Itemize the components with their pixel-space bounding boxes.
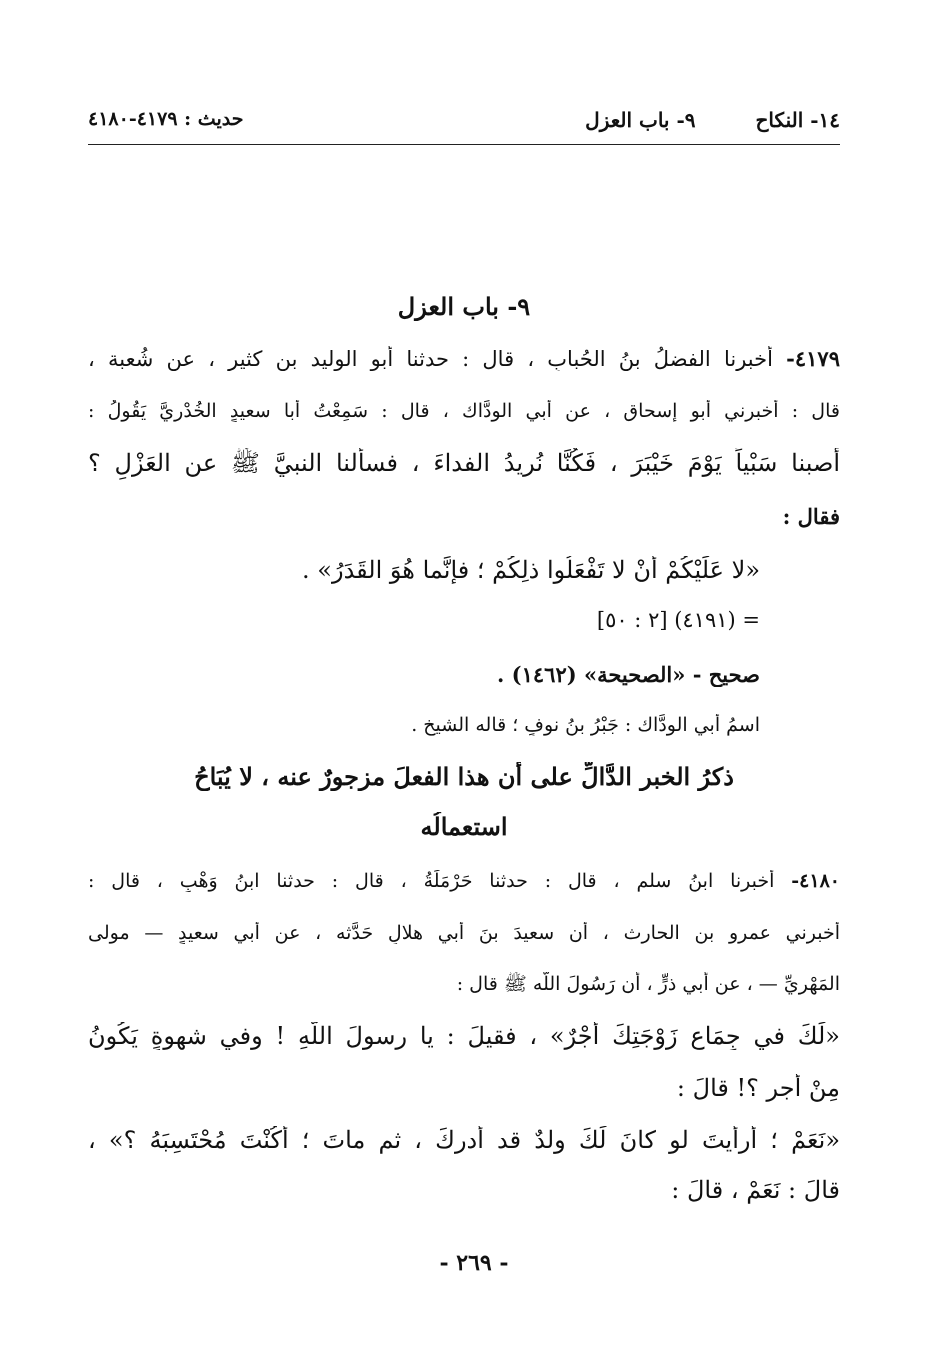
running-header: [88, 104, 840, 145]
hadith-4179-quote: «لا عَلَيْكُمْ أنْ لا تَفْعَلُوا ذلِكُمْ ؛ فإنَّما هُوَ القَدَرُ» .: [302, 556, 760, 584]
narrator-note: اسمُ أبي الودَّاك : جَبْرُ بنُ نوفٍ ؛ قاله الشيخ .: [411, 714, 760, 736]
hadith-4179-line-1: ٤١٧٩- أخبرنا الفضلُ بنُ الحُبابِ ، قال : حدثنا أبو الوليد بن كثير ، عن شُعبة ،: [88, 346, 840, 371]
hadith-4179-line-3: أصبنا سَبْياً يَوْمَ خَيْبَرَ ، فَكُنَّا نُريدُ الفداءَ ، فسألنا النبيَّ ﷺ عن العَزْلِ ؟: [88, 449, 840, 477]
hadith-4180-line-6: «نَعَمْ ؛ أرأيتَ لو كانَ لَكَ ولدٌ قد أدركَ ، ثم ماتَ ؛ أَكُنْتَ مُحْتَسِبَهُ ؟» ،: [88, 1126, 840, 1154]
cross-reference: = (٤١٩١) [٢ : ٥٠]: [596, 608, 760, 632]
page-number: - ٢٦٩ -: [439, 1250, 509, 1276]
hadith-4180-line-7: قالَ : نَعَمْ ، قالَ :: [671, 1176, 840, 1204]
hadith-4179-line-4: فقال :: [782, 504, 840, 529]
hadith-4180-line-3: المَهْريِّ — ، عن أبي ذرٍّ ، أن رَسُولَ اللَّه ﷺ قال :: [456, 973, 840, 995]
hadith-4179-line-2: قال : أخبرني أبو إسحاق ، عن أبي الودَّاك ، قال : سَمِعْتُ أبا سعيدٍ الخُدْريَّ يَقُولُ :: [88, 400, 840, 422]
subheading-line-1: ذكرُ الخبرِ الدَّالِّ على أن هذا الفعلَ مزجورٌ عنه ، لا يُبَاحُ: [194, 762, 734, 791]
header-hadith-range: حديث : ٤١٧٩-٤١٨٠: [88, 108, 244, 130]
hadith-number: ٤١٧٩-: [786, 346, 840, 371]
hadith-number: ٤١٨٠-: [791, 870, 840, 892]
header-chapter: ١٤- النكاح: [755, 108, 840, 132]
hadith-4180-line-1: ٤١٨٠- أخبرنا ابنُ سلم ، قال : حدثنا حَرْمَلَةُ ، قال : حدثنا ابنُ وَهْبٍ ، قال :: [88, 870, 840, 892]
grade-line: صحيح - «الصحيحة» (١٤٦٢) .: [497, 662, 760, 687]
header-section: ٩- باب العزل: [585, 108, 696, 132]
section-title: ٩- باب العزل: [397, 292, 531, 321]
subheading-line-2: استعمالُه: [420, 812, 508, 841]
header-chapter-section: [585, 108, 840, 132]
hadith-4180-line-4: «لَكَ في جِمَاعِ زَوْجَتِكَ أَجْرٌ» ، فقيلَ : يا رسولَ اللَّهِ ! وفي شهوةٍ يَكُونُ: [88, 1022, 840, 1050]
hadith-4180-line-2: أخبرني عمرو بن الحارث ، أن سعيدَ بنَ أبي هلالٍ حَدَّثه ، عن أبي سعيدٍ — مولى: [88, 922, 840, 944]
hadith-4180-line-5: مِنْ أجرٍ ؟! قالَ :: [676, 1074, 840, 1102]
